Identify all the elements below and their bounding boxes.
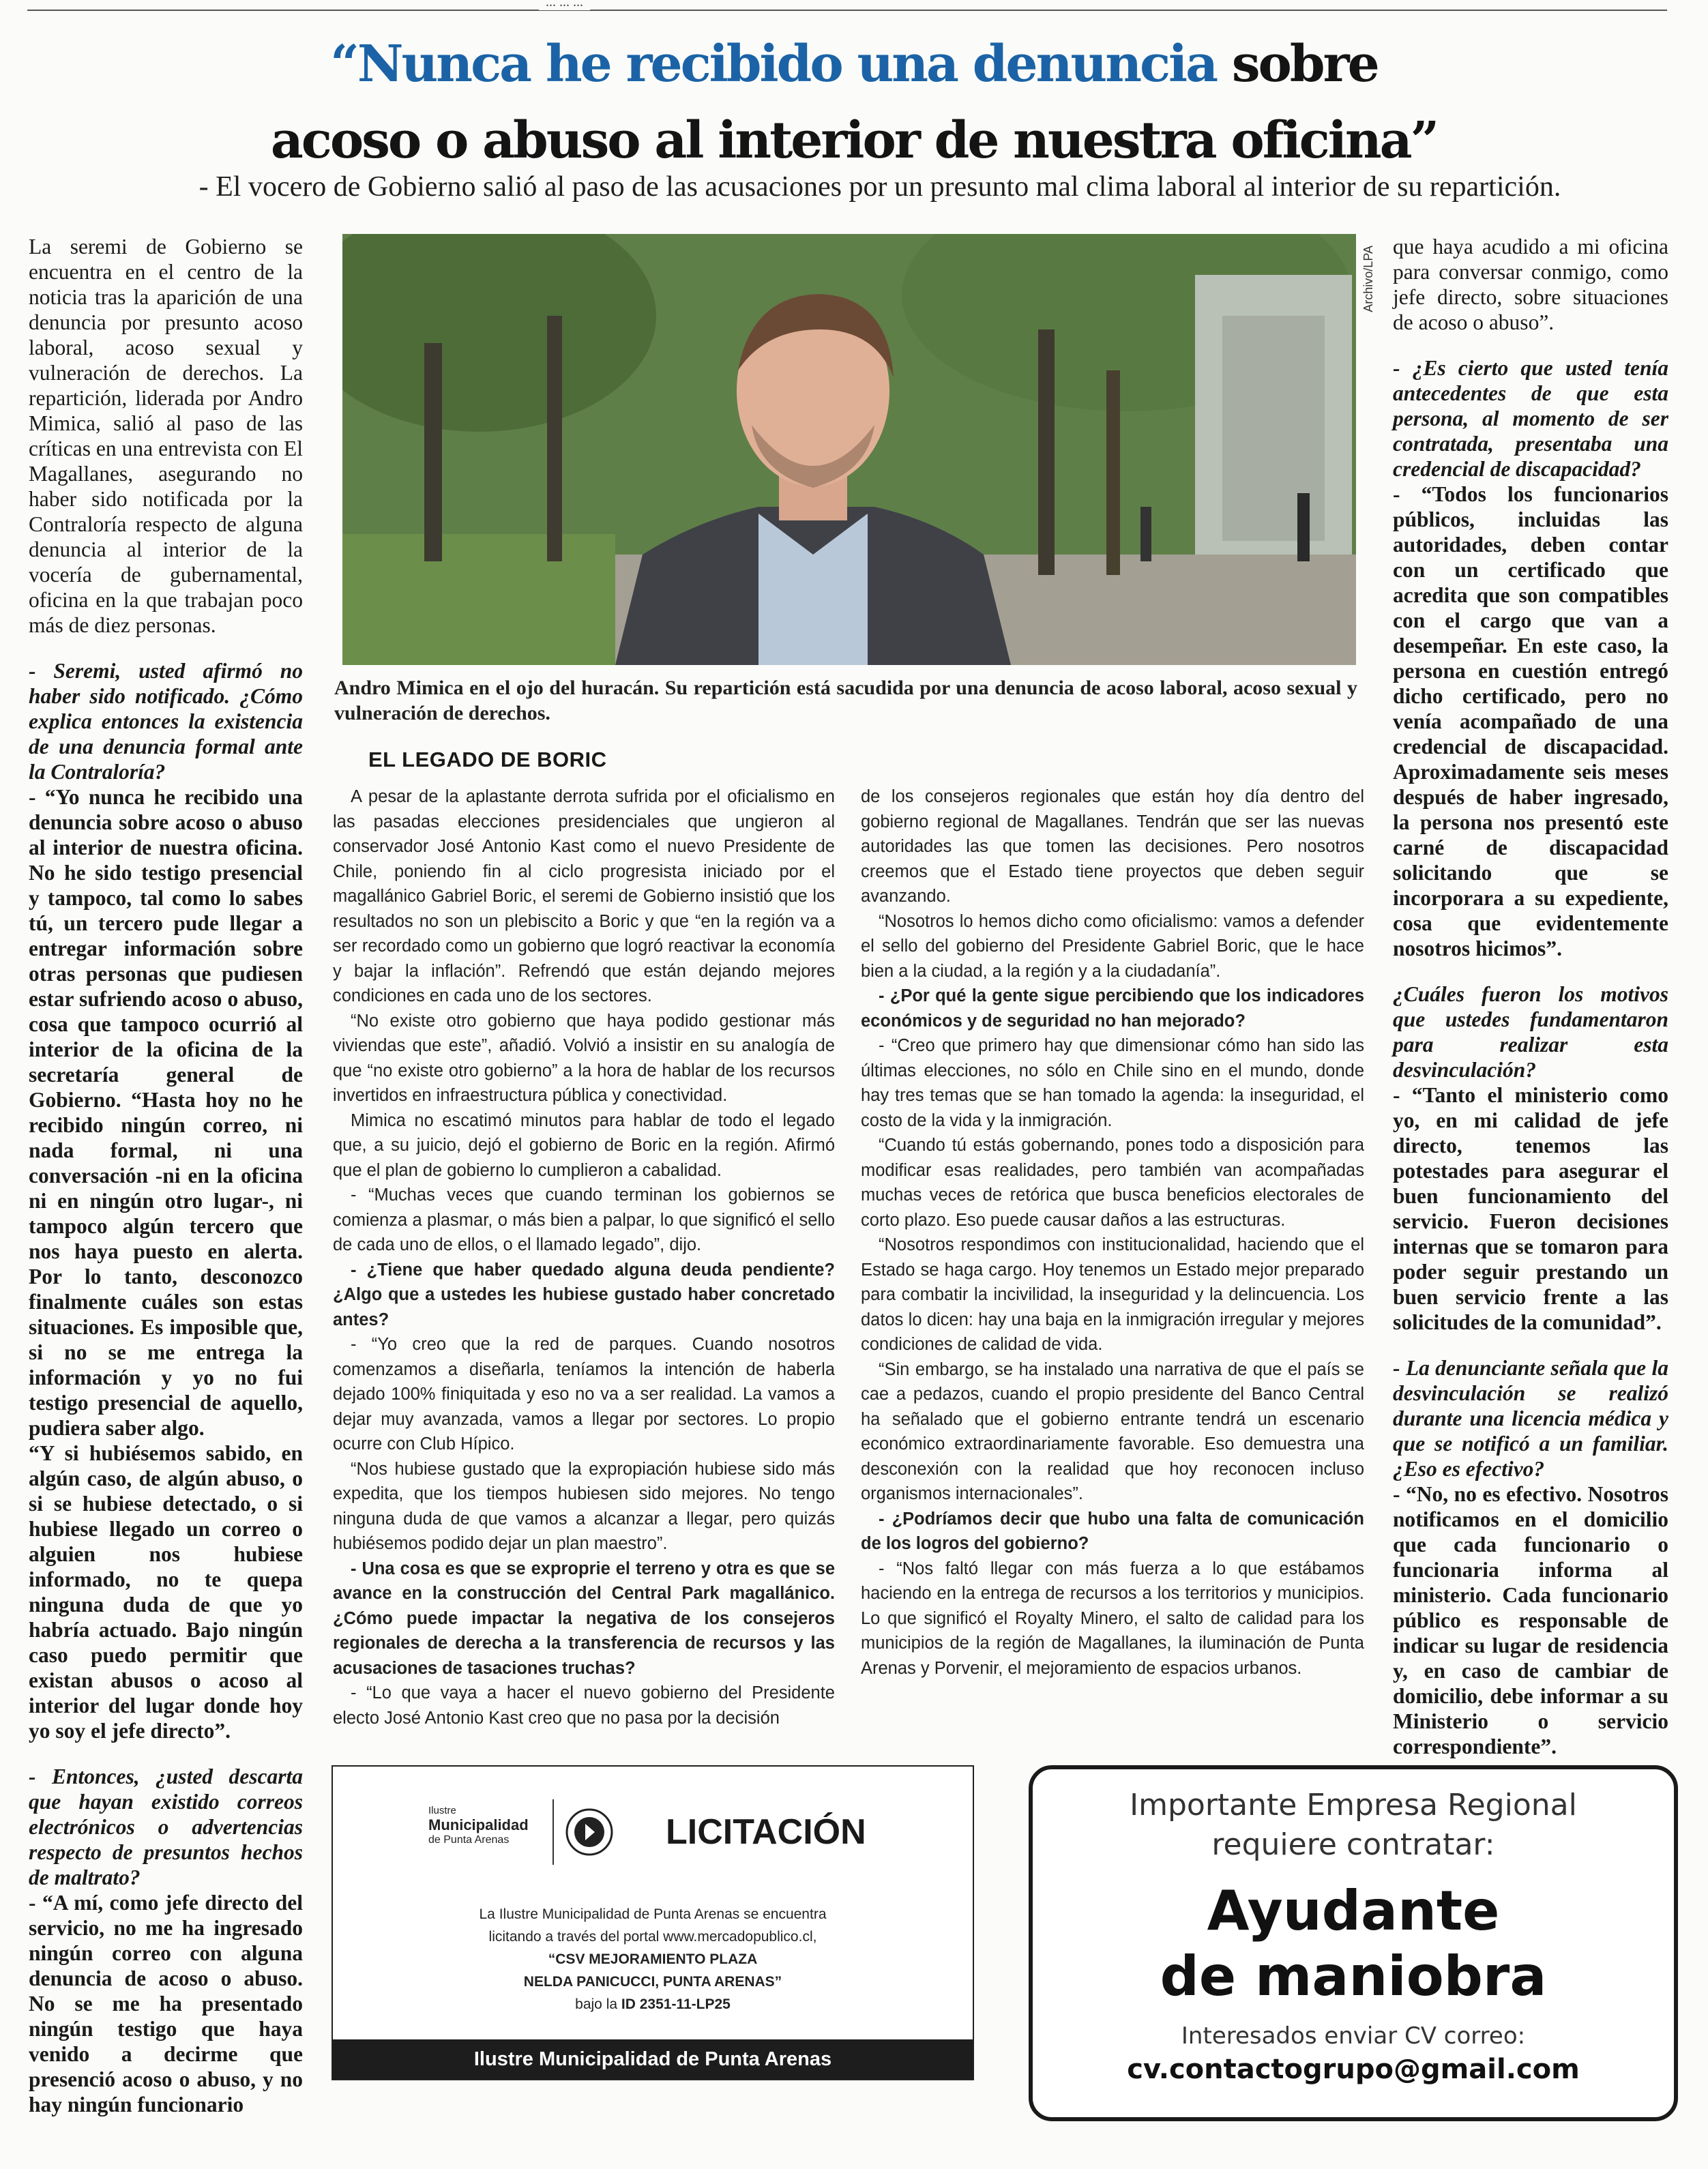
municipal-seal-icon — [565, 1808, 614, 1857]
paragraph: “Nosotros respondimos con institucionalidad, haciendo que el Estado se haga cargo. Hoy tenemos un Estado mejor preparado para combatir la incivilidad, la inseguridad y la delincuencia. Los datos lo dicen: hay una baja en la inmigración irregular y mejores condiciones de calidad de vida. — [861, 1235, 1364, 1354]
paragraph: - “Lo que vaya a hacer el nuevo gobierno del Presidente electo José Antonio Kast creo que no pasa por la decisión — [333, 1683, 835, 1728]
paragraph: - “Creo que primero hay que dimensionar cómo han sido las últimas elecciones, no sólo en Chile sino en el mundo, donde hay tres temas que se han tomado la agenda: la inseguridad, el costo de la vida y la inmigración. — [861, 1036, 1364, 1130]
ad-licitacion — [332, 1765, 974, 2080]
photo-caption: Andro Mimica en el ojo del huracán. Su repartición está sacudida por una denuncia de acoso laboral, acoso sexual y vulneración de derechos. — [334, 677, 1357, 724]
section-title: EL LEGADO DE BORIC — [368, 748, 607, 771]
answer: - “Tanto el ministerio como yo, en mi calidad de jefe directo, tenemos las potestades para asegurar el buen funcionamiento del servicio. Fueron decisiones internas que se tomaron para poder seguir prestando un buen servicio frente a las solicitudes de la comunidad”. — [1393, 1083, 1668, 1334]
paragraph: “Nosotros lo hemos dicho como oficialismo: vamos a defender el sello del gobierno del Presidente Gabriel Boric, que le hace bien a la ciudad, a la región y a la ciudadanía”. — [861, 911, 1364, 981]
paragraph: - “Yo creo que la red de parques. Cuando nosotros comenzamos a diseñarla, teníamos la intención de haberla dejado 100% finiquitada y eso no va a ser realidad. La vamos a dejar muy avanzada, vamos a llegar por sectores. Lo propio ocurre con Club Hípico. — [333, 1335, 835, 1454]
logo-main: Municipalidad — [428, 1816, 529, 1833]
answer: - “Yo nunca he recibido una denuncia sobre acoso o abuso al interior de nuestra oficina. No he sido testigo presencial y tampoco, tal como lo sabes tú, un tercero pude llegar a entregar información sobre otras personas que pudiesen estar sufriendo acoso o abuso, cosa que tampoco ocurrió al interior de la oficina de la secretaría general de Gobierno. “Hasta hoy no he recibido ningún correo, ni nada formal, ni una conversación -ni en la oficina ni en ningún otro lugar-, ni tampoco algún tercero que nos haya puesto en alerta. Por lo tanto, desconozco finalmente cuáles son estas situaciones. Es imposible que, si no se me entrega la información y yo no fui testigo presencial de aquello, pudiera saber algo. — [29, 785, 303, 1440]
paragraph: - “Muchas veces que cuando terminan los gobiernos se comienza a plasmar, o más bien a palpar, lo que significó el sello de cada uno de ellos, o el llamado legado”, dijo. — [333, 1185, 835, 1254]
headline-line2: acoso o abuso al interior de nuestra oficina” — [270, 111, 1438, 170]
photo-andro-mimica — [342, 234, 1356, 665]
top-strip-text: ... ... ... — [539, 0, 590, 10]
question: - Seremi, usted afirmó no haber sido notificado. ¿Cómo explica entonces la existencia de una denuncia formal ante la Contraloría? — [29, 659, 303, 784]
licitacion-project2: NELDA PANICUCCI, PUNTA ARENAS” — [523, 1974, 782, 1990]
logo-small: Ilustre — [428, 1805, 456, 1816]
paragraph: - “Nos faltó llegar con más fuerza a lo que estábamos haciendo en la entrega de recursos a los territorios y municipios. Lo que significó el Royalty Minero, el salto de calidad para los municipios de la región de Magallanes, la iluminación de Punta Arenas y Porvenir, el mejoramiento de espacios urbanos. — [861, 1559, 1364, 1678]
logo-sub: de Punta Arenas — [428, 1834, 510, 1846]
question: - ¿Podríamos decir que hubo una falta de comunicación de los logros del gobierno? — [861, 1509, 1364, 1553]
photo-illustration — [342, 234, 1356, 665]
municipal-logo-text — [428, 1805, 529, 1846]
empleo-cv-label: Interesados enviar CV correo: — [1181, 2022, 1526, 2050]
paragraph: A pesar de la aplastante derrota sufrida por el oficialismo en las pasadas elecciones presidenciales que ungieron al conservador José Antonio Kast como el nuevo Presidente de Chile, poniendo fin al ciclo progresista iniciado por el magallánico Gabriel Boric, el seremi de Gobierno insistió que los resultados no son un plebiscito a Boric y que “en la región va a ser recordado como un gobierno que logró reactivar la economía y bajar la inflación”. Refrendó que están dejando mejores condiciones en cada uno de los sectores. — [333, 787, 835, 1005]
question: - La denunciante señala que la desvinculación se realizó durante una licencia médica y que se notificó a un familiar. ¿Eso es efectivo? — [1393, 1356, 1668, 1481]
licitacion-id-label: bajo la — [575, 1996, 618, 2012]
empleo-line1: Importante Empresa Regional — [1130, 1788, 1577, 1823]
paragraph: “No existe otro gobierno que haya podido gestionar más viviendas que este”, añadió. Volvió a insistir en su analogía de que “no existe otro gobierno” a la hora de hablar de los recursos invertidos en infraestructura pública y conectividad. — [333, 1011, 835, 1105]
question: ¿Cuáles fueron los motivos que ustedes fundamentaron para realizar esta desvinculación? — [1393, 982, 1668, 1082]
question: - Entonces, ¿usted descarta que hayan existido correos electrónicos o advertencias respecto de presuntos hechos de maltrato? — [29, 1765, 303, 1889]
photo-credit: Archivo/LPA — [1361, 246, 1375, 312]
licitacion-line2: licitando a través del portal www.mercadopublico.cl, — [488, 1929, 817, 1945]
licitacion-id: ID 2351-11-LP25 — [621, 1996, 731, 2012]
headline — [27, 26, 1681, 179]
column-2 — [333, 784, 835, 1730]
headline-blue: “Nunca he recibido una denuncia — [330, 35, 1217, 93]
headline-rest: sobre — [1216, 35, 1378, 93]
paragraph: de los consejeros regionales que están hoy día dentro del gobierno regional de Magallanes. Tendrán que ser las nuevas autoridades las que tomen las decisiones. Pero nosotros creemos que el Estado tiene proyectos que deben seguir avanzando. — [861, 787, 1364, 906]
lead-paragraph: La seremi de Gobierno se encuentra en el centro de la noticia tras la aparición de una denuncia por presunto acoso laboral, acoso sexual y vulneración de derechos. La repartición, liderada por Andro Mimica, salió al paso de las críticas en una entrevista con El Magallanes, asegurando no haber sido notificada por la Contraloría respecto de alguna denuncia al interior de la vocería de gubernamental, oficina en la que trabajan poco más de diez personas. — [29, 235, 303, 637]
licitacion-project1: “CSV MEJORAMIENTO PLAZA — [548, 1951, 758, 1967]
subheadline: - El vocero de Gobierno salió al paso de las acusaciones por un presunto mal clima laboral al interior de su repartición. — [198, 171, 1561, 203]
empleo-line2: requiere contratar: — [1211, 1827, 1495, 1862]
column-4 — [1393, 234, 1668, 1759]
empleo-job-line1: Ayudante — [1207, 1879, 1500, 1943]
paragraph: “Nos hubiese gustado que la expropiación hubiese sido más expedita, que los tiempos hubiesen sido mejores. No tengo ninguna duda de que vamos a alcanzar a llegar, pero quizás hubiésemos podido dejar un plan maestro”. — [333, 1459, 835, 1553]
licitacion-id-line — [333, 1993, 973, 2016]
question: - ¿Por qué la gente sigue percibiendo que los indicadores económicos y de seguridad no han mejorado? — [861, 986, 1364, 1031]
answer: - “Todos los funcionarios públicos, incluidas las autoridades, deben contar con un certificado que acredita que son compatibles con el cargo que van a desempeñar. En este caso, la persona en cuestión entregó dicho certificado, pero no venía acompañado de una credencial de discapacidad. Aproximadamente seis meses después de haber ingresado, la persona nos presentó este carné de discapacidad solicitando que se incorporara a su expediente, cosa que evidentemente nosotros hicimos”. — [1393, 482, 1668, 960]
logo-divider — [553, 1799, 554, 1865]
paragraph: que haya acudido a mi oficina para conversar conmigo, como jefe directo, sobre situaciones de acoso o abuso”. — [1393, 235, 1668, 334]
licitacion-footer: Ilustre Municipalidad de Punta Arenas — [333, 2039, 973, 2079]
answer: “Y si hubiésemos sabido, en algún caso, de algún abuso, o si se hubiese detectado, o si hubiese llegado un correo o alguien nos hubiese informado, no te quepa ninguna duda de que yo habría actuado. Bajo ningún caso puedo permitir que existan abusos o acoso al interior del lugar donde hoy yo soy el jefe directo”. — [29, 1441, 303, 1743]
ad-empleo — [1029, 1765, 1678, 2121]
empleo-job-line2: de maniobra — [1160, 1945, 1547, 2008]
answer: - “A mí, como jefe directo del servicio, no me ha ingresado ningún correo con alguna denuncia de acoso o abuso. No se me ha presentado ningún testigo que haya venido a decirme que presenció acoso o abuso, y no hay ningún funcionario — [29, 1891, 303, 2116]
question: - ¿Es cierto que usted tenía antecedentes de que esta persona, al momento de ser contratada, presentaba una credencial de discapacidad? — [1393, 356, 1668, 481]
question: - Una cosa es que se exproprie el terreno y otra es que se avance en la construcción del Central Park magallánico. ¿Cómo puede impactar la negativa de los consejeros regionales de derecha a la transferencia de recursos y las acusaciones de tasaciones truchas? — [333, 1559, 835, 1678]
top-rule — [27, 10, 1667, 11]
answer: - “No, no es efectivo. Nosotros notificamos en el domicilio que cada funcionario o funcionaria informa al ministerio. Cada funcionario público es responsable de indicar su lugar de residencia y, en caso de cambiar de domicilio, debe informar a su Ministerio o servicio correspondiente”. — [1393, 1482, 1668, 1758]
licitacion-body — [333, 1903, 973, 2016]
paragraph: “Sin embargo, se ha instalado una narrativa de que el país se cae a pedazos, cuando el propio presidente del Banco Central ha señalado que el gobierno entrante tendrá un escenario económico extraordinariamente favorable. Eso demuestra una desconexión con la realidad que hoy reconocen incluso organismos internacionales”. — [861, 1359, 1364, 1503]
licitacion-title: LICITACIÓN — [666, 1812, 866, 1852]
paragraph: “Cuando tú estás gobernando, pones todo a disposición para modificar esas realidades, pero también van acompañadas muchas veces de retórica que busca beneficios electorales de corto plazo. Eso puede causar daños a las estructuras. — [861, 1136, 1364, 1230]
column-1 — [29, 234, 303, 2117]
paragraph: Mimica no escatimó minutos para hablar de todo el legado que, a su juicio, dejó el gobierno de Boric en la región. Afirmó que el plan de gobierno lo cumplieron a cabalidad. — [333, 1110, 835, 1180]
question: - ¿Tiene que haber quedado alguna deuda pendiente? ¿Algo que a ustedes les hubiese gustado haber concretado antes? — [333, 1260, 835, 1329]
empleo-email: cv.contactogrupo@gmail.com — [1127, 2054, 1580, 2085]
column-3 — [861, 784, 1364, 1681]
licitacion-line1: La Ilustre Municipalidad de Punta Arenas se encuentra — [479, 1906, 827, 1922]
